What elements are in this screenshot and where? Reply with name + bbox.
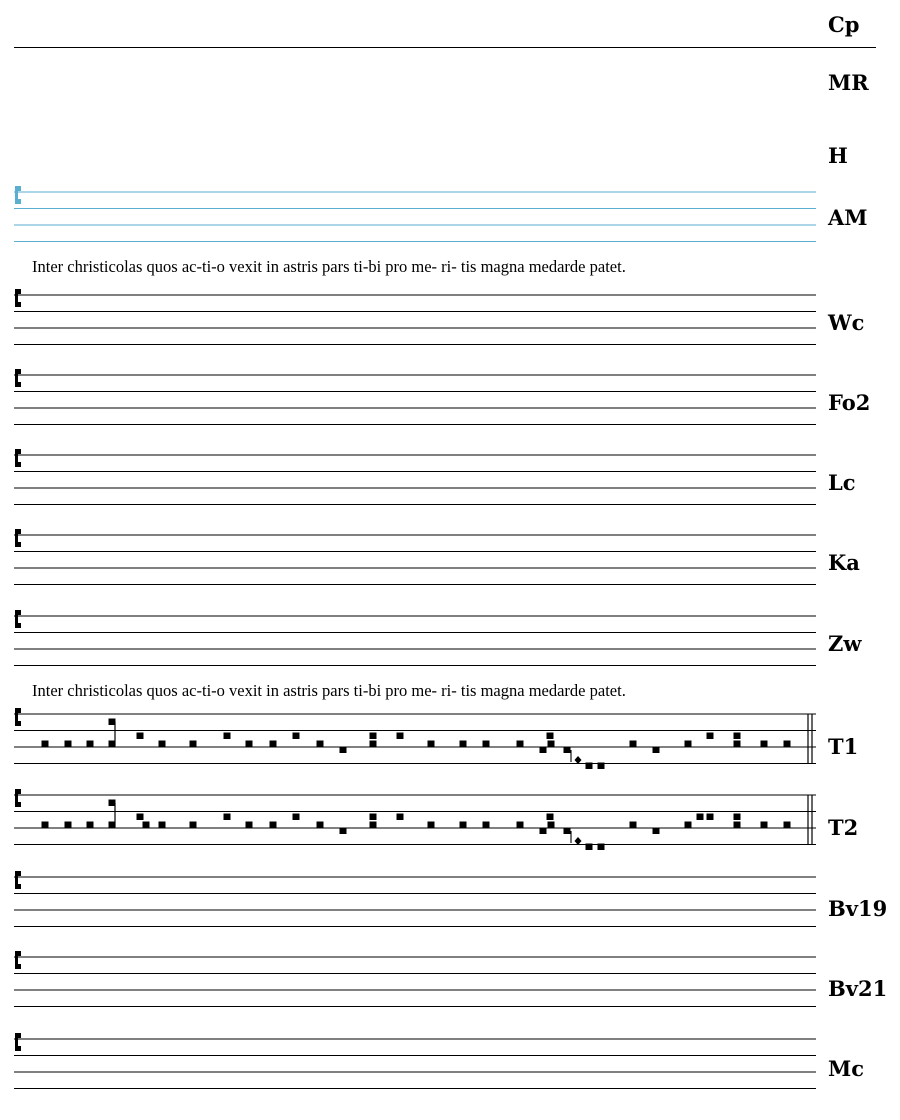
neume-note (143, 822, 150, 829)
neume-note (87, 822, 94, 829)
neume-note (293, 814, 300, 821)
neume-note (697, 814, 704, 821)
neume-note (460, 822, 467, 829)
siglum-t1: T1 (828, 734, 859, 759)
neume-note (428, 822, 435, 829)
c-clef-icon (17, 289, 21, 294)
neume-note (483, 822, 490, 829)
neume-note (734, 741, 741, 748)
neume-note (653, 747, 660, 754)
lyric-line-2: Inter christicolas quos ac-ti-o vexit in astris pars ti-bi pro me- ri- tis magna medarde patet. (32, 681, 626, 700)
c-clef-icon (17, 1033, 21, 1038)
c-clef-icon (17, 884, 21, 889)
neume-note (137, 733, 144, 740)
siglum-wc: Wc (828, 310, 865, 335)
neume-rhombus (575, 756, 582, 764)
neume-note (564, 747, 571, 754)
neume-note (428, 741, 435, 748)
neume-note (270, 741, 277, 748)
neume-note (707, 814, 714, 821)
neume-rhombus (575, 837, 582, 845)
c-clef-icon (17, 802, 21, 807)
siglum-t2: T2 (828, 815, 859, 840)
c-clef-icon (17, 871, 21, 876)
c-clef-icon (17, 708, 21, 713)
neume-note (734, 822, 741, 829)
neume-note (65, 822, 72, 829)
neume-note (548, 822, 555, 829)
neume-note (460, 741, 467, 748)
c-clef-icon (17, 721, 21, 726)
neume-note (517, 822, 524, 829)
neume-note (630, 822, 637, 829)
siglum-zw: Zw (828, 631, 862, 656)
neume-note (564, 828, 571, 835)
neume-note (87, 741, 94, 748)
neume-note (317, 822, 324, 829)
neume-note (734, 733, 741, 740)
neume-note (340, 828, 347, 835)
siglum-ka: Ka (828, 550, 860, 575)
c-clef-icon (17, 369, 21, 374)
neume-note (270, 822, 277, 829)
neume-note (547, 814, 554, 821)
neume-note (317, 741, 324, 748)
neume-note (784, 741, 791, 748)
c-clef-icon (17, 964, 21, 969)
neume-note (293, 733, 300, 740)
neume-note (548, 741, 555, 748)
neume-note (685, 822, 692, 829)
neume-note (707, 733, 714, 740)
neume-note (547, 733, 554, 740)
neume-note (159, 741, 166, 748)
neume-note (397, 733, 404, 740)
neume-note (224, 733, 231, 740)
neume-note (685, 741, 692, 748)
c-clef-icon (17, 951, 21, 956)
neume-note (784, 822, 791, 829)
neume-note (761, 741, 768, 748)
neume-note (734, 814, 741, 821)
neume-note (137, 814, 144, 821)
neume-note (370, 822, 377, 829)
neume-note (340, 747, 347, 754)
neume-note (586, 844, 593, 851)
neume-note (483, 741, 490, 748)
siglum-mr: MR (828, 70, 869, 95)
c-clef-icon (17, 542, 21, 547)
neume-note (246, 822, 253, 829)
neume-note (540, 828, 547, 835)
neume-note (540, 747, 547, 754)
neume-note (190, 822, 197, 829)
siglum-lc: Lc (828, 470, 856, 495)
neume-note (65, 741, 72, 748)
neume-note (159, 822, 166, 829)
neume-note (370, 733, 377, 740)
c-clef-icon (17, 789, 21, 794)
neume-note (370, 814, 377, 821)
c-clef-icon (17, 462, 21, 467)
neume-note (653, 828, 660, 835)
neume-note (246, 741, 253, 748)
c-clef-icon (17, 186, 21, 191)
siglum-bv21: Bv21 (828, 976, 888, 1001)
c-clef-icon (17, 302, 21, 307)
neume-note (761, 822, 768, 829)
neume-note (370, 741, 377, 748)
neume-note (517, 741, 524, 748)
c-clef-icon (17, 610, 21, 615)
c-clef-icon (17, 199, 21, 204)
siglum-cp: Cp (828, 12, 860, 37)
neume-note (42, 822, 49, 829)
neume-note (630, 741, 637, 748)
neume-note (42, 741, 49, 748)
siglum-am: AM (828, 205, 868, 230)
lyric-line-1: Inter christicolas quos ac-ti-o vexit in astris pars ti-bi pro me- ri- tis magna medarde patet. (32, 257, 626, 276)
neume-note (190, 741, 197, 748)
neume-note (598, 844, 605, 851)
c-clef-icon (17, 449, 21, 454)
siglum-h: H (828, 143, 848, 168)
neume-note (586, 763, 593, 770)
siglum-fo2: Fo2 (828, 390, 871, 415)
neume-note (598, 763, 605, 770)
neume-note (397, 814, 404, 821)
c-clef-icon (17, 1046, 21, 1051)
siglum-mc: Mc (828, 1056, 865, 1081)
c-clef-icon (17, 623, 21, 628)
c-clef-icon (17, 529, 21, 534)
neume-note (224, 814, 231, 821)
siglum-bv19: Bv19 (828, 896, 888, 921)
c-clef-icon (17, 382, 21, 387)
